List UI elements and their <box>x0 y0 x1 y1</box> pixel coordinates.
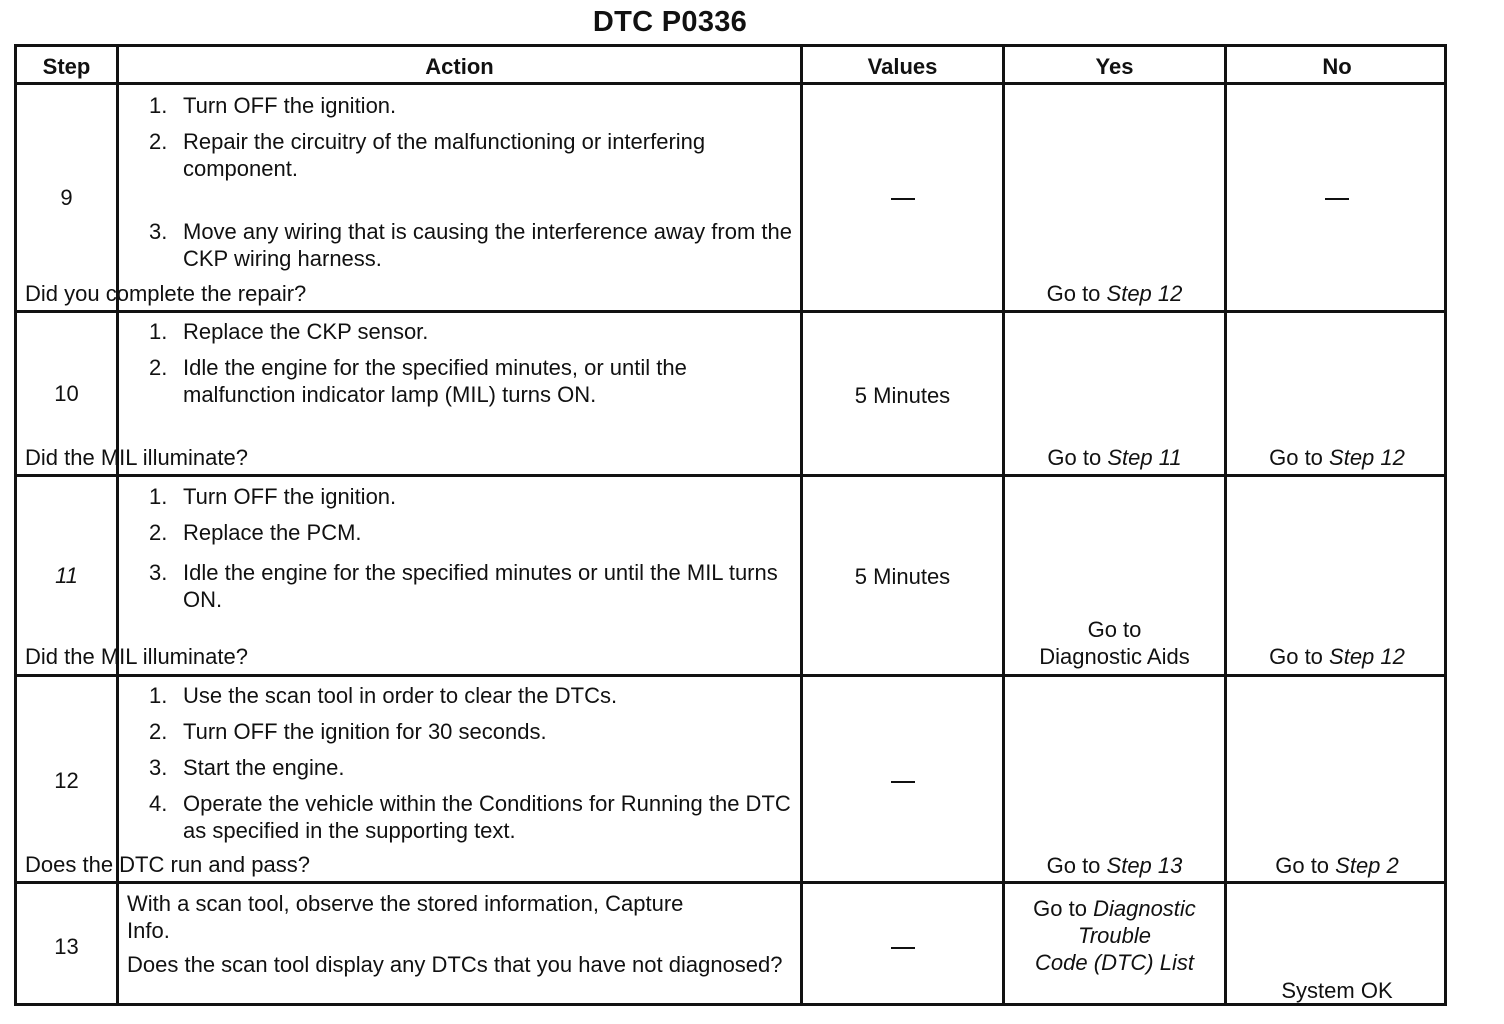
no-cell: System OK <box>1281 978 1393 1003</box>
header-action: Action <box>425 54 494 79</box>
action-cell: With a scan tool, observe the stored information, Capture Info. <box>127 891 684 943</box>
step-number: 12 <box>54 768 79 793</box>
values-cell <box>803 184 1002 211</box>
no-cell: Go to Step 2 <box>1275 853 1399 878</box>
values-cell: 5 Minutes <box>854 564 951 589</box>
diagnostic-table <box>14 44 1447 1006</box>
action-item: 2. Idle the engine for the specified minutes, or until the malfunction indicator lamp (MIL) turns ON. <box>149 355 687 407</box>
action-question: Did the MIL illuminate? <box>25 445 248 470</box>
header-no: No <box>1322 54 1352 79</box>
no-cell: Go to Step 12 <box>1269 644 1405 669</box>
yes-cell: Go to Step 11 <box>1047 445 1182 470</box>
step-number: 11 <box>55 563 78 588</box>
action-question: Did the MIL illuminate? <box>25 644 248 669</box>
action-cell <box>119 682 800 853</box>
row-divider <box>17 82 1444 85</box>
action-item: 2. Repair the circuitry of the malfunctioning or interfering component. <box>149 129 706 181</box>
yes-cell: Go to Step 13 <box>1046 853 1183 878</box>
action-cell <box>119 318 800 417</box>
action-item: 1. Turn OFF the ignition. <box>149 484 397 509</box>
empty-dash <box>1325 198 1349 200</box>
row-divider <box>17 310 1444 313</box>
action-cell <box>119 92 800 281</box>
action-item: 3. Start the engine. <box>149 755 345 780</box>
action-item: 2. Replace the PCM. <box>149 520 362 545</box>
action-item: 1. Turn OFF the ignition. <box>149 93 397 118</box>
header-step: Step <box>42 54 91 79</box>
header-yes: Yes <box>1095 54 1134 79</box>
action-item: 1. Use the scan tool in order to clear the DTCs. <box>149 683 618 708</box>
no-cell: Go to Step 12 <box>1269 445 1405 470</box>
action-item: 2. Turn OFF the ignition for 30 seconds. <box>149 719 547 744</box>
step-number: 9 <box>60 185 73 210</box>
values-cell <box>803 767 1002 794</box>
action-question: Did you complete the repair? <box>25 281 307 306</box>
document-title: DTC P0336 <box>592 6 748 38</box>
yes-cell: Go to Diagnostic Aids <box>1039 617 1190 669</box>
action-item: 3. Idle the engine for the specified minutes or until the MIL turns ON. <box>149 560 778 612</box>
row-divider <box>17 474 1444 477</box>
values-cell <box>803 933 1002 960</box>
empty-dash <box>891 947 915 949</box>
values-cell: 5 Minutes <box>854 383 951 408</box>
action-cell <box>119 483 800 622</box>
action-question: Does the DTC run and pass? <box>25 852 310 877</box>
row-divider <box>17 674 1444 677</box>
action-item: 4. Operate the vehicle within the Conditions for Running the DTC as specified in the supporting text. <box>149 791 791 843</box>
step-number: 10 <box>54 381 79 406</box>
action-item: 1. Replace the CKP sensor. <box>149 319 429 344</box>
action-item: 3. Move any wiring that is causing the interference away from the CKP wiring harness. <box>149 219 792 271</box>
no-cell <box>1227 184 1447 211</box>
yes-cell: Go to Diagnostic Trouble Code (DTC) List <box>1033 896 1196 975</box>
action-question: Does the scan tool display any DTCs that you have not diagnosed? <box>127 952 783 977</box>
header-values: Values <box>867 54 938 79</box>
empty-dash <box>891 781 915 783</box>
row-divider <box>17 881 1444 884</box>
empty-dash <box>891 198 915 200</box>
yes-cell: Go to Step 12 <box>1046 281 1183 306</box>
step-number: 13 <box>54 934 79 959</box>
